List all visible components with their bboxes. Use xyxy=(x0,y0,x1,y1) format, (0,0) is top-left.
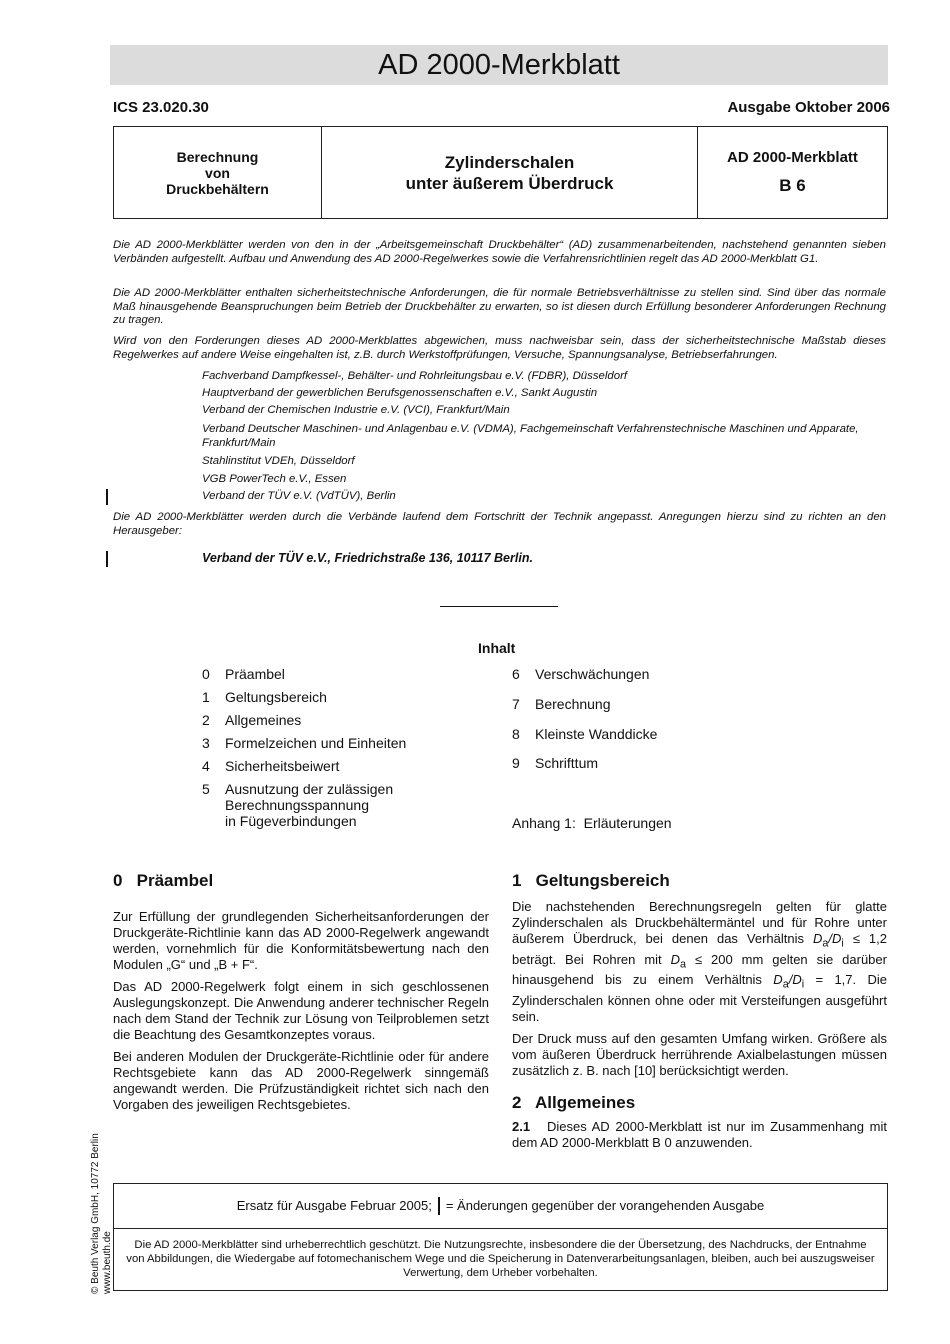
member-item: Fachverband Dampfkessel-, Behälter- und Rohrleitungsbau e.V. (FDBR), Düsseldorf xyxy=(202,370,628,382)
section-2-body xyxy=(512,1119,887,1157)
paragraph: Der Druck muss auf den gesamten Umfang wirken. Größere als vom äußeren Überdruck herrührende Axialbelastungen müssen zusätzlich z. B. nach [10] berücksichtigt werden. xyxy=(512,1030,887,1078)
section-1-body xyxy=(512,899,887,1085)
publisher-sidebar: © Beuth Verlag GmbH, 10772 Berlin www.beuth.de xyxy=(90,1133,113,1294)
header-box xyxy=(113,126,888,219)
subject-cell: Zylinderschalen unter äußerem Überdruck xyxy=(322,127,698,218)
category-cell: Berechnung von Druckbehältern xyxy=(114,127,322,218)
member-item: Verband der Chemischen Industrie e.V. (VCI), Frankfurt/Main xyxy=(202,404,510,416)
document-title: AD 2000-Merkblatt xyxy=(110,45,888,85)
member-item: Verband Deutscher Maschinen- und Anlagenbau e.V. (VDMA), Fachgemeinschaft Verfahrenstechnische Maschinen und Apparate, Frankfurt/Main xyxy=(202,423,859,449)
intro-paragraph-2: Die AD 2000-Merkblätter enthalten sicherheitstechnische Anforderungen, die für normale Betriebsverhältnisse zu stellen sind. Sind über das normale Maß hinausgehende Beanspruchungen beim Betrieb der Druckbehälter zu erwarten, so ist diesen durch Erfüllung besonderer Anforderungen Rechnung zu tragen. xyxy=(113,287,886,326)
section-heading: 0 Präambel xyxy=(113,871,214,890)
paragraph: Bei anderen Modulen der Druckgeräte-Richtlinie oder für andere Rechtsgebiete kann das AD 2000-Regelwerk sinngemäß angewandt werden. Die Prüfzuständigkeit richtet sich nach den Vorgaben des jeweiligen Rechtsgebietes. xyxy=(113,1049,489,1112)
change-bar-legend xyxy=(438,1197,440,1215)
section-heading: 1 Geltungsbereich xyxy=(512,871,670,890)
intro-paragraph-3: Wird von den Forderungen dieses AD 2000-Merkblattes abgewichen, muss nachweisbar sein, dass der sicherheitstechnische Maßstab dieses Regelwerkes auf andere Weise eingehalten ist, z.B. durch Werkstoffprüfungen, Versuche, Spannungsanalyse, Betriebserfahrungen. xyxy=(113,335,886,361)
change-bar xyxy=(106,489,108,505)
paragraph: 2.1 Dieses AD 2000-Merkblatt ist nur im Zusammenhang mit dem AD 2000-Merkblatt B 0 anzuwenden. xyxy=(512,1119,887,1150)
toc-title: Inhalt xyxy=(478,640,516,656)
intro-paragraph-4: Die AD 2000-Merkblätter werden durch die Verbände laufend dem Fortschritt der Technik angepasst. Anregungen hierzu sind zu richten an den Herausgeber: xyxy=(113,511,886,537)
sheet-number: B 6 xyxy=(779,176,806,195)
change-bar xyxy=(106,551,108,567)
footer-box xyxy=(113,1183,888,1291)
publisher-address: Verband der TÜV e.V., Friedrichstraße 136, 10117 Berlin. xyxy=(202,551,533,565)
member-item: Verband der TÜV e.V. (VdTÜV), Berlin xyxy=(202,490,396,502)
paragraph: Die nachstehenden Berechnungsregeln gelten für glatte Zylinderschalen als Druckbehältermäntel und für Rohre unter äußerem Überdruck, bei denen das Verhältnis $D_a/D_i \le 1,2$ beträgt. Bei Rohren mit $D_a \le 200$ mm gelten sie darüber hinausgehend bis zu einem Verhältnis $D_a/D_i = 1,7$. Die Zylinderschalen können ohne oder mit Versteifungen ausgeführt sein. xyxy=(512,899,887,1024)
copyright-notice: Die AD 2000-Merkblätter sind urheberrechtlich geschützt. Die Nutzungsrechte, insbesondere die der Übersetzung, des Nachdrucks, der Entnahme von Abbildungen, die Wiedergabe auf fotomechanischem Wege und die Speicherung in Datenverarbeitungsanlagen, bleiben, auch bei auszugsweiser Verwertung, dem Urheber vorbehalten. xyxy=(126,1239,875,1279)
section-heading: 2 Allgemeines xyxy=(512,1093,636,1112)
section-0-body xyxy=(113,909,489,1119)
member-item: VGB PowerTech e.V., Essen xyxy=(202,473,347,485)
paragraph: Das AD 2000-Regelwerk folgt einem in sich geschlossenen Auslegungskonzept. Die Anwendung anderer technischer Regeln nach dem Stand der Technik zur Lösung von Teilproblemen setzt die Beachtung des Gesamtkonzeptes voraus. xyxy=(113,979,489,1042)
ics-code: ICS 23.020.30 xyxy=(113,99,209,116)
member-item: Hauptverband der gewerblichen Berufsgenossenschaften e.V., Sankt Augustin xyxy=(202,387,598,399)
toc-annex: Anhang 1: Erläuterungen xyxy=(512,815,672,831)
divider xyxy=(440,606,558,607)
edition-date: Ausgabe Oktober 2006 xyxy=(727,99,890,116)
replacement-note: Ersatz für Ausgabe Februar 2005; = Änderungen gegenüber der vorangehenden Ausgabe xyxy=(114,1184,887,1229)
paragraph: Zur Erfüllung der grundlegenden Sicherheitsanforderungen der Druckgeräte-Richtlinie kann das AD 2000-Regelwerk angewandt werden, vornehmlich für die Konformitätsbewertung nach den Modulen „G“ und „B + F“. xyxy=(113,909,489,972)
intro-paragraph-1: Die AD 2000-Merkblätter werden von den in der „Arbeitsgemeinschaft Druckbehälter“ (AD) zusammenarbeitenden, nachstehend genannten sieben Verbänden aufgestellt. Aufbau und Anwendung des AD 2000-Regelwerkes sowie die Verfahrensrichtlinien regelt das AD 2000-Merkblatt G1. xyxy=(113,239,886,265)
member-item: Stahlinstitut VDEh, Düsseldorf xyxy=(202,455,355,467)
sheet-id-cell: AD 2000-Merkblatt B 6 xyxy=(727,149,858,195)
